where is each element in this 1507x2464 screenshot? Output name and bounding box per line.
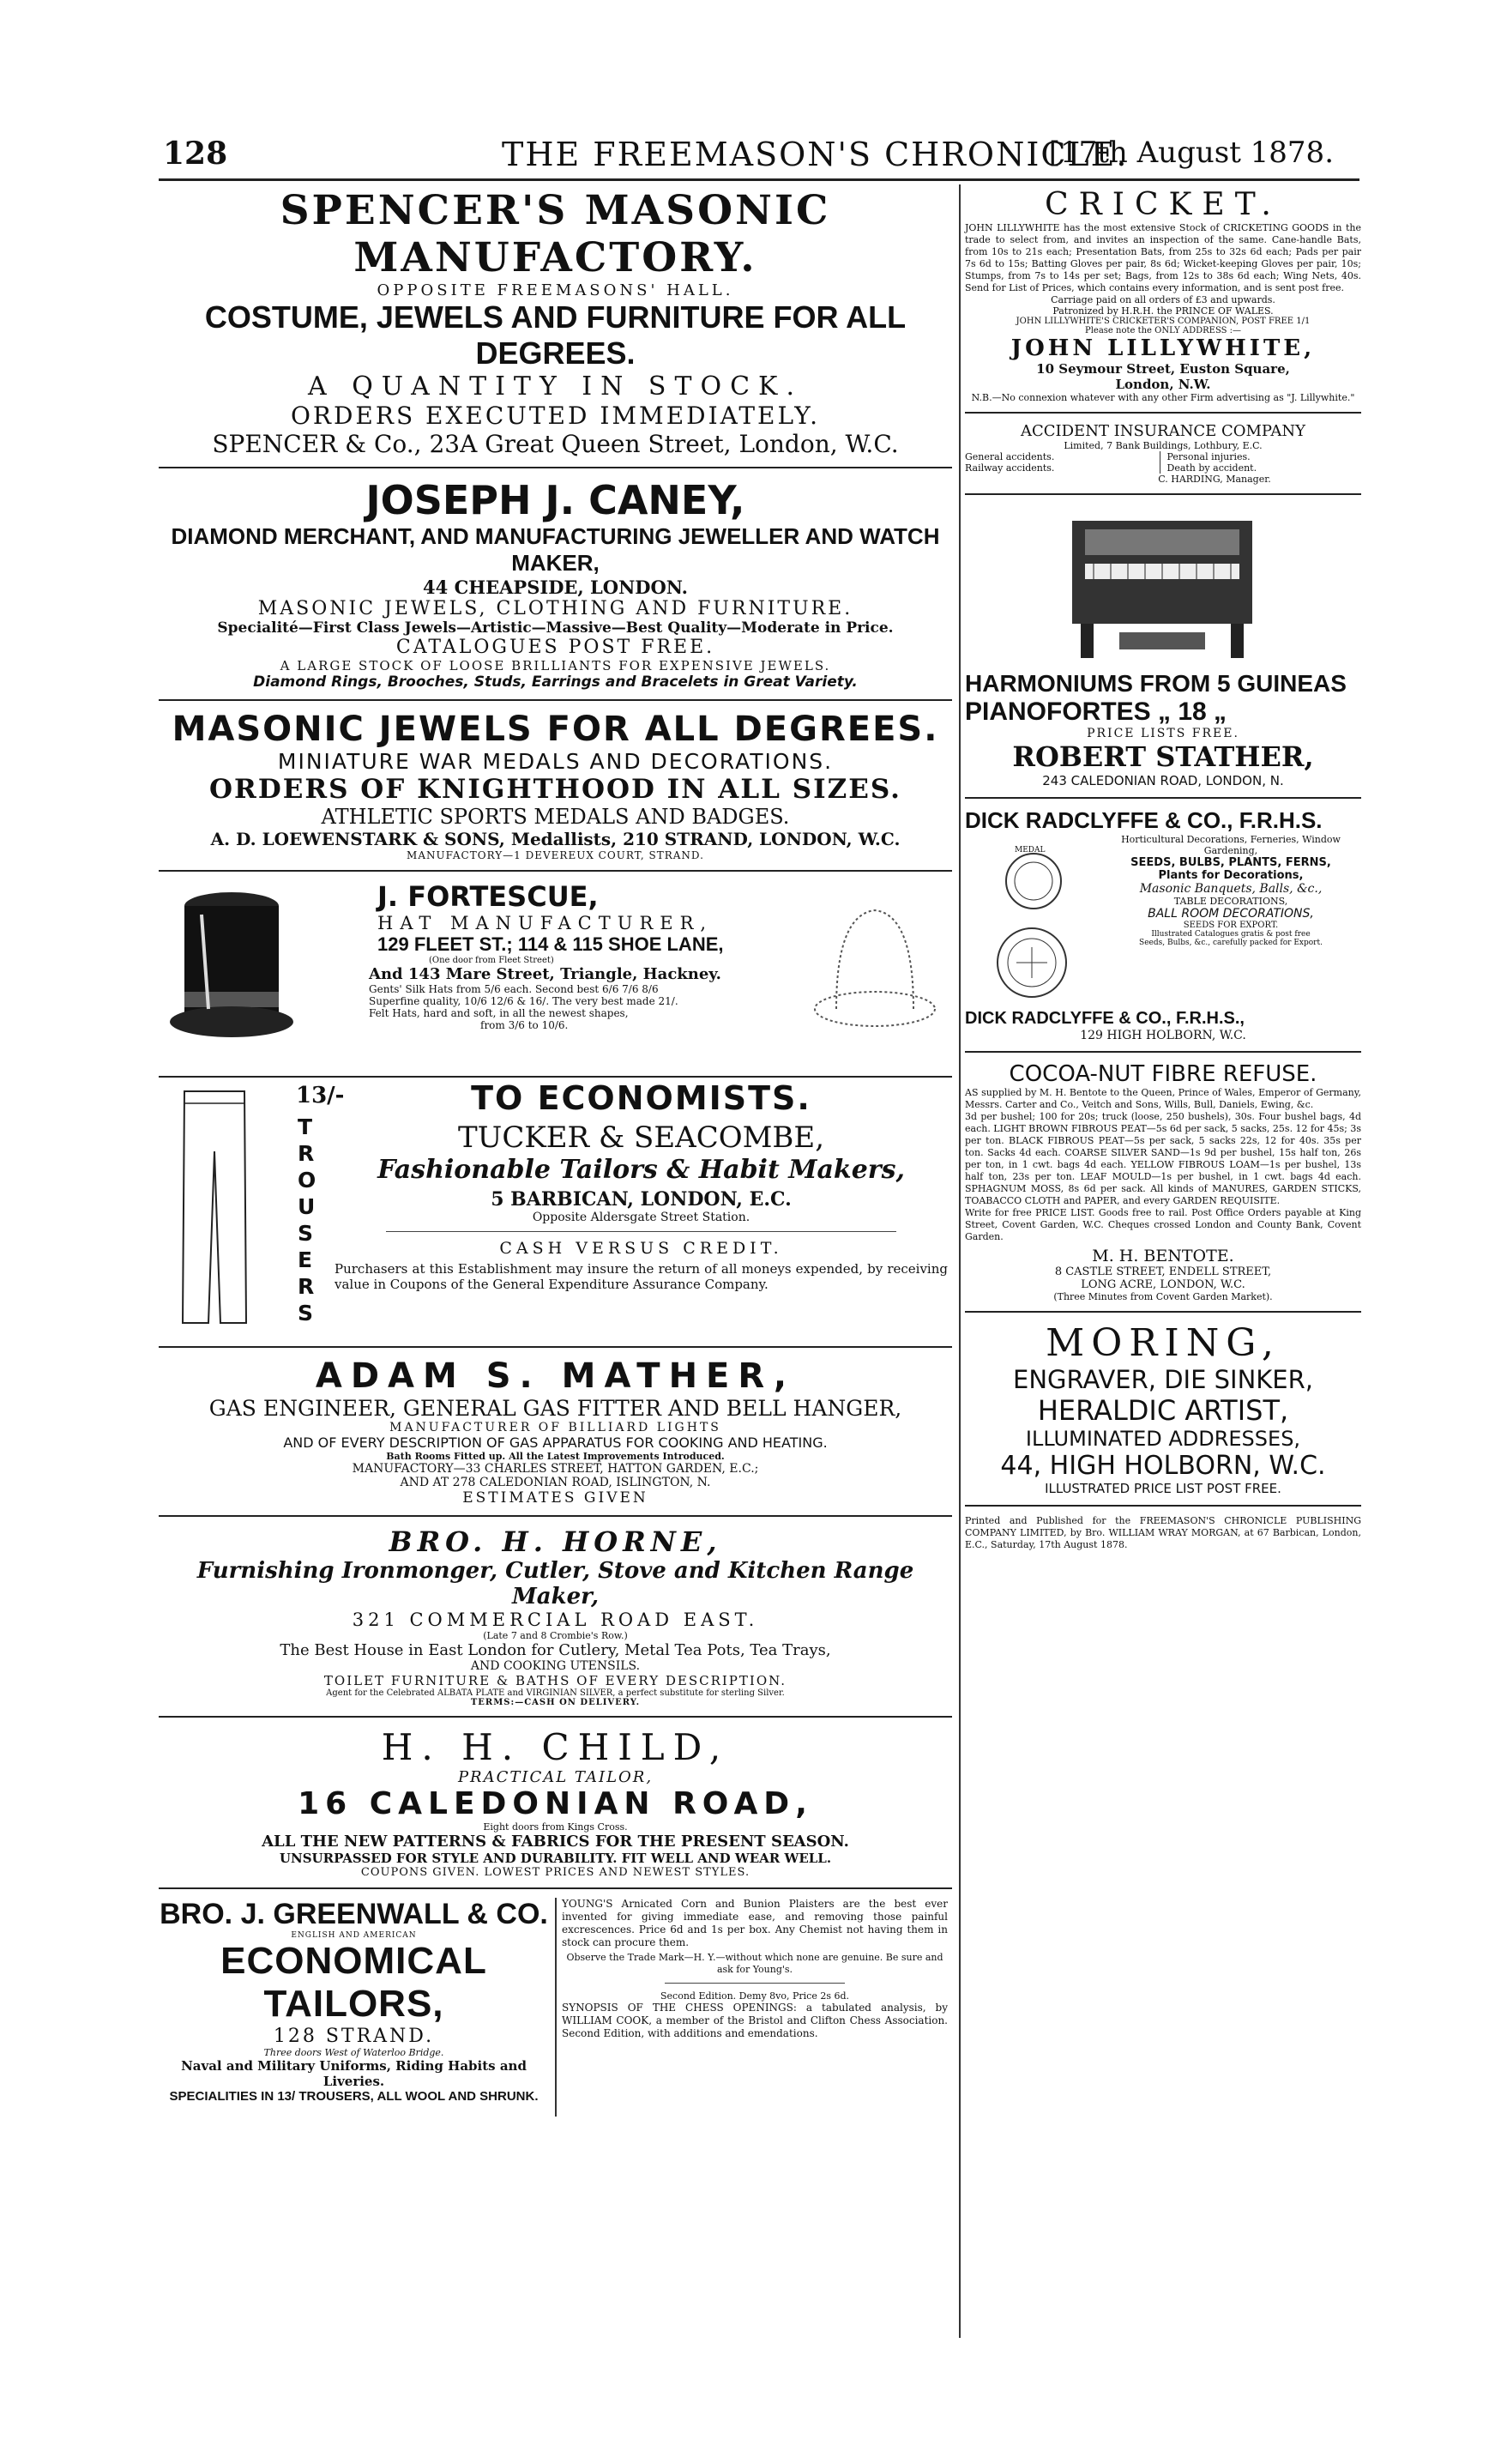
divider xyxy=(965,1505,1361,1507)
spencer-address: SPENCER & Co., 23A Great Queen Street, London, W.C. xyxy=(212,430,899,458)
tucker-price: 13/- xyxy=(296,1083,345,1108)
cricket-nb: N.B.—No connexion whatever with any other Firm advertising as "J. Lillywhite." xyxy=(971,392,1355,403)
vertical-letter: O xyxy=(298,1168,316,1193)
insurance-general: General accidents. xyxy=(965,451,1055,462)
chess-edition: Second Edition. Demy 8vo, Price 2s 6d. xyxy=(660,1990,849,2002)
child-address: 16 CALEDONIAN ROAD, xyxy=(298,1786,813,1821)
insurance-title: ACCIDENT INSURANCE COMPANY xyxy=(1020,422,1306,440)
vertical-letter: E xyxy=(298,1247,313,1272)
insurance-limited: Limited, 7 Bank Buildings, Lothbury, E.C. xyxy=(1064,440,1263,451)
loewenstark-war: MINIATURE WAR MEDALS AND DECORATIONS. xyxy=(277,749,834,774)
left-column xyxy=(159,182,952,2121)
divider xyxy=(965,1311,1361,1313)
child-coupons: COUPONS GIVEN. LOWEST PRICES AND NEWEST STYLES. xyxy=(360,1866,750,1879)
fortescue-door: (One door from Fleet Street) xyxy=(429,956,554,965)
top-hat-illustration xyxy=(167,880,296,1043)
loewenstark-athletic: ATHLETIC SPORTS MEDALS AND BADGES. xyxy=(321,805,790,829)
medal-block xyxy=(965,834,1102,1009)
right-column xyxy=(965,182,1361,1551)
cocoa-prices: 3d per bushel; 100 for 20s; truck (loose, 250 bushels), 30s. Four bushel bags, 4d each. LIGHT BROWN FIBROUS PEAT—5s 6d per sack, 5 sacks, 25s. 12 for 45s; 3s per ton. BLACK FIBROUS PEAT—5s per sack, 5 sacks 22s, 12 for 40s. 35s per ton. Sacks 4d each. COARSE SILVER SAND—1s 9d per bushel, 15s half ton, 26s per ton, in 1 cwt. bags 4d each. YELLOW FIBROUS LOAM—1s per bushel, 13s half ton, 23s per ton. LEAF MOULD—1s per bushel, in 1 cwt. bags 4d each. SPHAGNUM MOSS, 8s 6d per sack. All kinds of MANURES, GARDEN STICKS, TOABACCO CLOTH and PAPER, and every GARDEN REQUISITE. xyxy=(965,1111,1361,1206)
caney-rings: Diamond Rings, Brooches, Studs, Earrings and Bracelets in Great Variety. xyxy=(253,673,858,691)
horne-cooking: AND COOKING UTENSILS. xyxy=(470,1659,641,1673)
horne-name: BRO. H. HORNE, xyxy=(389,1525,722,1558)
insurance-death: Death by accident. xyxy=(1166,462,1257,474)
stather-name: ROBERT STATHER, xyxy=(1012,740,1314,773)
horne-agent: Agent for the Celebrated ALBATA PLATE and VIRGINIAN SILVER, a perfect substitute for sterling Silver. xyxy=(326,1688,785,1698)
page-number: 128 xyxy=(163,136,228,172)
column-divider xyxy=(959,184,961,2338)
cocoa-name: M. H. BENTOTE. xyxy=(1092,1247,1234,1265)
young-text: YOUNG'S Arnicated Corn and Bunion Plaisters are the best ever invented for giving immediate ease, and removing those painful excrescences. Price 6d and 1s per box. Any Chemist not having them in stock can procure them. xyxy=(562,1898,948,1948)
cocoa-write: Write for free PRICE LIST. Goods free to rail. Post Office Orders payable at King Street, Covent Garden, W.C. Cheques crossed London and County Bank, Covent Garden. xyxy=(965,1207,1361,1242)
divider xyxy=(965,493,1361,495)
moring-name: MORING, xyxy=(1046,1321,1281,1365)
greenwall-english: ENGLISH AND AMERICAN xyxy=(291,1931,417,1940)
horne-late: (Late 7 and 8 Crombie's Row.) xyxy=(483,1630,628,1641)
cricket-address-1: 10 Seymour Street, Euston Square, xyxy=(1036,361,1290,377)
radclyffe-line-9: Seeds, Bulbs, &c., carefully packed for Export. xyxy=(1139,939,1323,947)
greenwall-ad xyxy=(159,1898,549,2104)
insurance-manager: C. HARDING, Manager. xyxy=(1158,474,1271,485)
radclyffe-line-2: SEEDS, BULBS, PLANTS, FERNS, xyxy=(1130,856,1331,869)
vertical-letter: S xyxy=(298,1221,314,1246)
tucker-name: TUCKER & SEACOMBE, xyxy=(457,1120,825,1155)
radclyffe-line-5: TABLE DECORATIONS, xyxy=(1173,896,1288,907)
tucker-title: TO ECONOMISTS. xyxy=(471,1079,811,1117)
radclyffe-ad xyxy=(965,807,1361,1042)
greenwall-name: BRO. J. GREENWALL & CO. xyxy=(160,1898,548,1930)
mather-every: AND OF EVERY DESCRIPTION OF GAS APPARATUS FOR COOKING AND HEATING. xyxy=(283,1434,828,1451)
mather-factory: MANUFACTORY—33 CHARLES STREET, HATTON GARDEN, E.C.; xyxy=(352,1462,759,1476)
radclyffe-address: 129 HIGH HOLBORN, W.C. xyxy=(1080,1029,1246,1042)
page-title: THE FREEMASON'S CHRONICLE. xyxy=(502,136,1129,173)
cricket-title: CRICKET. xyxy=(1045,187,1281,222)
spencer-orders: ORDERS EXECUTED IMMEDIATELY. xyxy=(290,402,821,430)
fortescue-ad xyxy=(159,880,952,1076)
vertical-letter: R xyxy=(298,1141,315,1166)
medal-label: MEDAL xyxy=(1015,846,1046,855)
mather-trade: GAS ENGINEER, GENERAL GAS FITTER AND BELL HANGER, xyxy=(208,1396,902,1421)
trousers-illustration xyxy=(167,1083,262,1332)
vertical-letter: T xyxy=(298,1114,313,1139)
divider xyxy=(159,467,952,468)
cricket-note: Please note the ONLY ADDRESS :— xyxy=(1084,326,1242,335)
cricket-text: JOHN LILLYWHITE has the most extensive Stock of CRICKETING GOODS in the trade to select from, and invites an inspection of the same. Cane-handle Bats, from 10s to 21s each; Presentation Bats, from 25s to 32s 6d each; Pads per pair 7s 6d to 15s; Batting Gloves per pair, 8s 6d; Wicket-keeping Gloves per pair, 10s; Stumps, from 7s to 14s per set; Bags, from 12s to 38s 6d each; Wing Nets, 40s. Send for List of Prices, which contains every information, and is sent post free. xyxy=(965,222,1361,293)
greenwall-special: SPECIALITIES IN 13/ TROUSERS, ALL WOOL AND SHRUNK. xyxy=(169,2089,539,2104)
radclyffe-line-4: Masonic Banquets, Balls, &c., xyxy=(1139,882,1323,896)
divider xyxy=(159,870,952,872)
loewenstark-ad xyxy=(159,710,952,861)
mather-bath: Bath Rooms Fitted up. All the Latest Improvements Introduced. xyxy=(386,1451,725,1462)
divider xyxy=(159,1515,952,1517)
horne-trade: Furnishing Ironmonger, Cutler, Stove and Kitchen Range Maker, xyxy=(196,1558,914,1609)
loewenstark-knight: ORDERS OF KNIGHTHOOD IN ALL SIZES. xyxy=(209,774,901,805)
tucker-address: 5 BARBICAN, LONDON, E.C. xyxy=(491,1188,792,1211)
spencer-title: SPENCER'S MASONIC MANUFACTORY. xyxy=(280,187,831,281)
tucker-cash: CASH VERSUS CREDIT. xyxy=(499,1239,783,1258)
radclyffe-name: DICK RADCLYFFE & CO., F.R.H.S. xyxy=(965,807,1323,833)
young-ad xyxy=(562,1898,948,2040)
radclyffe-line-3: Plants for Decorations, xyxy=(1158,869,1304,882)
tucker-purchasers: Purchasers at this Establishment may insure the return of all moneys expended, by receiving value in Coupons of the General Expenditure Assurance Company. xyxy=(335,1261,948,1292)
cocoa-address-3: (Three Minutes from Covent Garden Market). xyxy=(1053,1291,1273,1302)
greenwall-three: Three doors West of Waterloo Bridge. xyxy=(263,2047,444,2058)
caney-ad xyxy=(159,477,952,691)
divider xyxy=(965,797,1361,799)
issue-date: [17th August 1878. xyxy=(1048,136,1334,170)
medal-illustration xyxy=(965,834,1102,1006)
caney-stock: A LARGE STOCK OF LOOSE BRILLIANTS FOR EXPENSIVE JEWELS. xyxy=(280,658,831,673)
moring-ad xyxy=(965,1321,1361,1496)
loewenstark-title: MASONIC JEWELS FOR ALL DEGREES. xyxy=(172,710,939,749)
page-header xyxy=(163,136,1351,177)
greenwall-naval: Naval and Military Uniforms, Riding Habits and Liveries. xyxy=(181,2058,527,2089)
cricket-patron: Patronized by H.R.H. the PRINCE OF WALES. xyxy=(1052,305,1274,317)
divider xyxy=(159,1887,952,1889)
cricket-carriage: Carriage paid on all orders of £3 and upwards. xyxy=(1051,294,1275,305)
child-ad xyxy=(159,1726,952,1879)
caney-specialite: Specialité—First Class Jewels—Artistic—Massive—Best Quality—Moderate in Price. xyxy=(217,619,894,637)
vertical-letter: R xyxy=(298,1274,315,1299)
radclyffe-name-2: DICK RADCLYFFE & CO., F.R.H.S., xyxy=(965,1009,1245,1028)
mather-at: AND AT 278 CALEDONIAN ROAD, ISLINGTON, N. xyxy=(400,1476,711,1489)
fortescue-name: J. FORTESCUE, xyxy=(377,880,599,913)
mather-ad xyxy=(159,1356,952,1507)
greenwall-economical: ECONOMICAL TAILORS, xyxy=(220,1940,487,2025)
moring-list: ILLUSTRATED PRICE LIST POST FREE. xyxy=(1045,1481,1281,1496)
tucker-opposite: Opposite Aldersgate Street Station. xyxy=(532,1211,750,1224)
cricket-ad xyxy=(965,187,1361,403)
spencer-ad xyxy=(159,187,952,458)
cocoa-ad xyxy=(965,1061,1361,1302)
divider xyxy=(159,699,952,701)
cocoa-text: AS supplied by M. H. Bentote to the Queen, Prince of Wales, Emperor of Germany, Messrs. Carter and Co., Veitch and Sons, Wills, Bull, Daniels, Ewing, &c. xyxy=(965,1087,1361,1110)
caney-masonic: MASONIC JEWELS, CLOTHING AND FURNITURE. xyxy=(257,598,853,619)
fortescue-address: 129 FLEET ST.; 114 & 115 SHOE LANE, xyxy=(377,933,724,955)
fortescue-gents: Gents' Silk Hats from 5/6 each. Second best 6/6 7/6 8/6 xyxy=(369,983,659,995)
child-trade: PRACTICAL TAILOR, xyxy=(457,1768,654,1786)
moring-heraldic: HERALDIC ARTIST, xyxy=(1037,1394,1289,1427)
radclyffe-line-7: SEEDS FOR EXPORT. xyxy=(1183,921,1279,930)
spencer-costume: COSTUME, JEWELS AND FURNITURE FOR ALL DEGREES. xyxy=(204,299,907,371)
cocoa-address-1: 8 CASTLE STREET, ENDELL STREET, xyxy=(1054,1265,1272,1278)
loewenstark-factory: MANUFACTORY—1 DEVEREUX COURT, STRAND. xyxy=(407,849,704,861)
spencer-stock: A QUANTITY IN STOCK. xyxy=(308,371,803,402)
child-unsurpassed: UNSURPASSED FOR STYLE AND DURABILITY. FIT WELL AND WEAR WELL. xyxy=(279,1851,832,1866)
greenwall-address: 128 STRAND. xyxy=(273,2026,435,2047)
trousers-vertical xyxy=(298,1114,323,1326)
stather-harmoniums: HARMONIUMS FROM 5 GUINEAS xyxy=(965,670,1347,697)
fortescue-from: from 3/6 to 10/6. xyxy=(480,1019,569,1031)
chess-text: SYNOPSIS OF THE CHESS OPENINGS: a tabulated analysis, by WILLIAM COOK, a member of the Bristol and Clifton Chess Association. Second Edition, with additions and emendations. xyxy=(562,2002,948,2039)
horne-ad xyxy=(159,1525,952,1707)
divider xyxy=(965,1051,1361,1053)
harmonium-illustration xyxy=(965,504,1361,667)
cricket-companion: JOHN LILLYWHITE'S CRICKETER'S COMPANION, POST FREE 1/1 xyxy=(1016,317,1311,326)
radclyffe-line-8: Illustrated Catalogues gratis & post free xyxy=(1151,930,1311,939)
divider xyxy=(965,412,1361,414)
divider xyxy=(159,1346,952,1348)
horne-toilet: TOILET FURNITURE & BATHS OF EVERY DESCRIPTION. xyxy=(323,1673,787,1688)
fortescue-trade: HAT MANUFACTURER, xyxy=(377,913,714,933)
moring-engraver: ENGRAVER, DIE SINKER, xyxy=(1013,1365,1313,1394)
mather-estimates: ESTIMATES GIVEN xyxy=(462,1489,648,1507)
caney-catalogues: CATALOGUES POST FREE. xyxy=(395,637,715,658)
cricket-address-2: London, N.W. xyxy=(1115,377,1211,392)
mather-billiard: MANUFACTURER OF BILLIARD LIGHTS xyxy=(389,1421,721,1434)
stather-ad xyxy=(965,504,1361,788)
stather-lists: PRICE LISTS FREE. xyxy=(1087,727,1239,740)
child-name: H. H. CHILD, xyxy=(381,1726,730,1768)
cocoa-address-2: LONG ACRE, LONDON, W.C. xyxy=(1081,1278,1245,1291)
printer-imprint: Printed and Published for the FREEMASON'S CHRONICLE PUBLISHING COMPANY LIMITED, by Bro. WILLIAM WRAY MORGAN, at 67 Barbican, London, E.C., Saturday, 17th August 1878. xyxy=(965,1515,1361,1550)
horne-address: 321 COMMERCIAL ROAD EAST. xyxy=(352,1609,759,1630)
caney-trade: DIAMOND MERCHANT, AND MANUFACTURING JEWELLER AND WATCH MAKER, xyxy=(171,523,940,576)
fortescue-superfine: Superfine quality, 10/6 12/6 & 16/. The very best made 21/. xyxy=(369,995,678,1007)
fortescue-felt: Felt Hats, hard and soft, in all the newest shapes, xyxy=(369,1007,629,1019)
moring-address: 44, HIGH HOLBORN, W.C. xyxy=(1000,1451,1326,1481)
stather-address: 243 CALEDONIAN ROAD, LONDON, N. xyxy=(1042,773,1284,788)
loewenstark-address: A. D. LOEWENSTARK & SONS, Medallists, 210 STRAND, LONDON, W.C. xyxy=(210,829,901,849)
spencer-opposite: OPPOSITE FREEMASONS' HALL. xyxy=(377,281,734,299)
child-doors: Eight doors from Kings Cross. xyxy=(483,1821,628,1833)
insurance-railway: Railway accidents. xyxy=(965,462,1055,474)
tucker-ad xyxy=(159,1076,952,1338)
vertical-letter: U xyxy=(298,1194,316,1219)
bottom-left-block xyxy=(159,1898,952,2121)
young-observe: Observe the Trade Mark—H. Y.—without which none are genuine. Be sure and ask for Young's. xyxy=(566,1952,943,1975)
divider xyxy=(159,1716,952,1718)
mather-name: ADAM S. MATHER, xyxy=(315,1356,796,1396)
cocoa-title: COCOA-NUT FIBRE REFUSE. xyxy=(1009,1061,1317,1087)
radclyffe-line-6: BALL ROOM DECORATIONS, xyxy=(1148,907,1314,921)
fortescue-mare: And 143 Mare Street, Triangle, Hackney. xyxy=(369,965,721,983)
horne-terms: TERMS:—CASH ON DELIVERY. xyxy=(470,1698,641,1707)
header-rule xyxy=(159,178,1359,181)
horne-best: The Best House in East London for Cutlery, Metal Tea Pots, Tea Trays, xyxy=(280,1641,831,1659)
caney-address: 44 CHEAPSIDE, LONDON. xyxy=(423,577,688,598)
insurance-personal: Personal injuries. xyxy=(1166,451,1251,462)
tucker-trade: Fashionable Tailors & Habit Makers, xyxy=(377,1155,905,1185)
cricket-name: JOHN LILLYWHITE, xyxy=(1010,335,1316,361)
vertical-letter: S xyxy=(298,1301,314,1326)
stather-pianofortes: PIANOFORTES „ 18 „ xyxy=(965,698,1227,726)
caney-name: JOSEPH J. CANEY, xyxy=(365,477,745,523)
child-patterns: ALL THE NEW PATTERNS & FABRICS FOR THE PRESENT SEASON. xyxy=(262,1833,849,1851)
radclyffe-line-1: Horticultural Decorations, Ferneries, Window Gardening, xyxy=(1121,834,1341,856)
insurance-ad xyxy=(965,422,1361,485)
hat-illustration xyxy=(811,880,939,1043)
moring-illuminated: ILLUMINATED ADDRESSES, xyxy=(1025,1427,1301,1451)
